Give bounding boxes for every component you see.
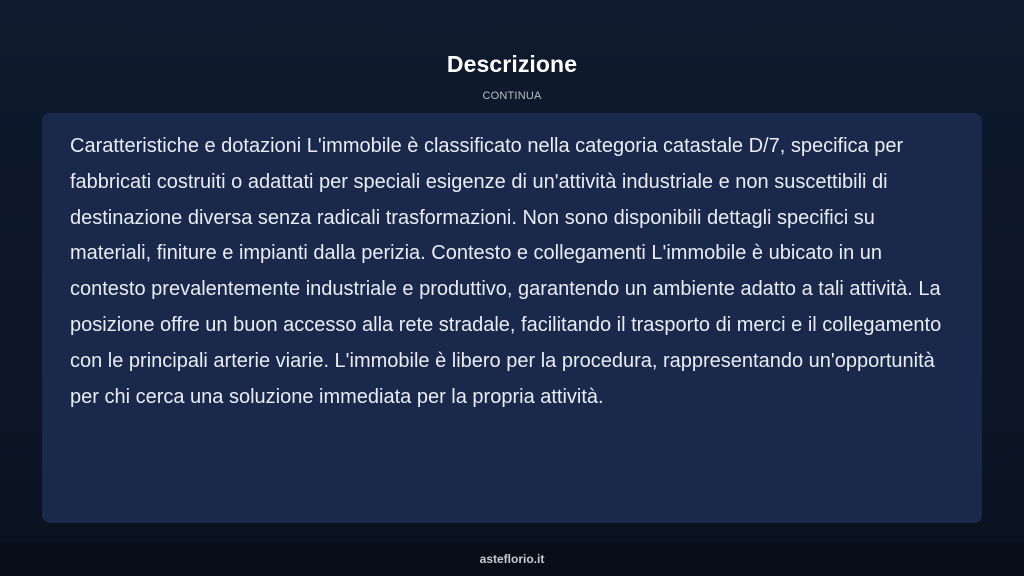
page-title: Descrizione [446, 51, 578, 77]
footer-site-label: asteflorio.it [479, 552, 545, 566]
section-subtitle: CONTINUA [482, 90, 542, 102]
footer-bar [0, 543, 1024, 576]
description-card [42, 113, 982, 523]
description-text: Caratteristiche e dotazioni L'immobile è classificato nella categoria catastale D/7, specifica per fabbricati costruiti o adattati per speciali esigenze di un'attività industriale e non suscettibili di destinazione diversa senza radicali trasformazioni. Non sono disponibili dettagli specifici su materiali, finiture e impianti dalla perizia. Contesto e collegamenti L'immobile è ubicato in un contesto prevalentemente industriale e produttivo, garantendo un ambiente adatto a tali attività. La posizione offre un buon accesso alla rete stradale, facilitando il trasporto di merci e il collegamento con le principali arterie viarie. L'immobile è libero per la procedura, rappresentando un'opportunità per chi cerca una soluzione immediata per la propria attività. [70, 135, 942, 408]
